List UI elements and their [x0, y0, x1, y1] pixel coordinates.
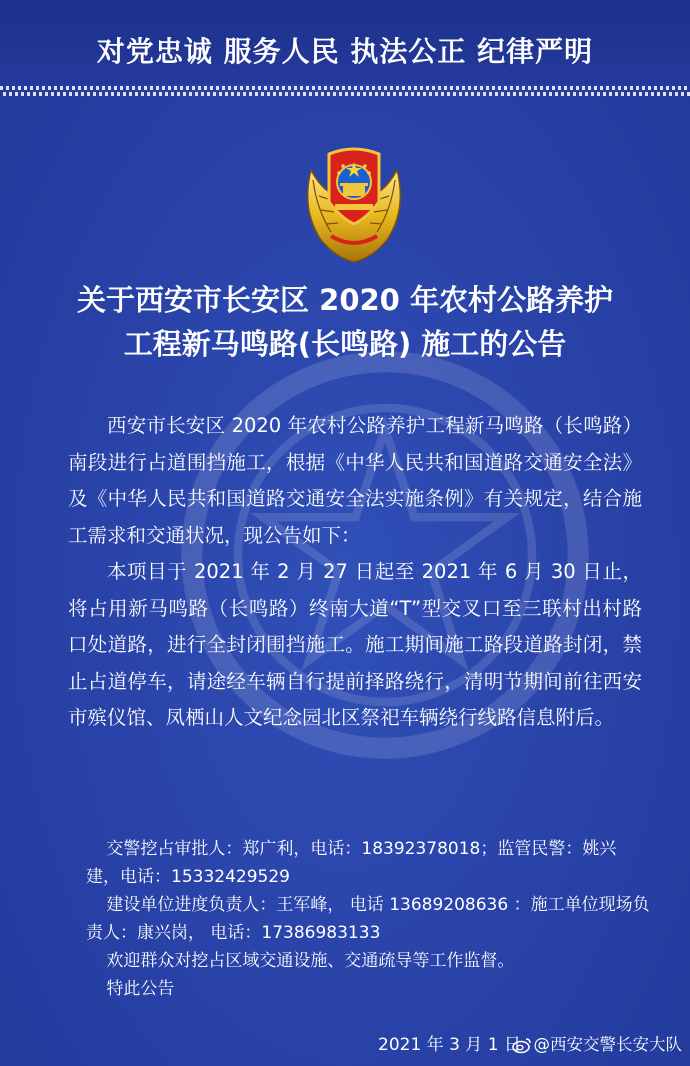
banner-dotted-border: [0, 84, 690, 98]
notice-date: 2021 年 3 月 1 日: [378, 1035, 521, 1055]
notice-paragraph-details: 本项目于 2021 年 2 月 27 日起至 2021 年 6 月 30 日止，将占用新马鸣路（长鸣路）终南大道“T”型交叉口至三联村出村路口处道路，进行全封闭围挡施工。施工期间施工路段道路封闭，禁止占道停车，请途经车辆自行提前择路绕行，清明节期间前往西安市殡仪馆、凤栖山人文纪念园北区祭祀车辆绕行线路信息附后。: [68, 560, 642, 729]
slogan-banner: [0, 0, 690, 84]
notice-title-line1: 关于西安市长安区 2020 年农村公路养护: [77, 283, 613, 317]
notice-body: [68, 408, 642, 737]
public-supervision-note: 欢迎群众对挖占区域交通设施、交通疏导等工作监督。: [106, 951, 515, 971]
notice-paragraph-intro: 西安市长安区 2020 年农村公路养护工程新马鸣路（长鸣路）南段进行占道围挡施工，根据《中华人民共和国道路交通安全法》及《中华人民共和国道路交通安全法实施条例》有关规定，结合施工需求和交通状况，现公告如下：: [68, 414, 642, 547]
closing-statement: 特此公告: [106, 979, 175, 999]
police-emblem-icon: [291, 140, 417, 266]
contact-traffic-police: 交警挖占审批人：郑广利，电话：18392378018；监管民警：姚兴建，电话：15332429529: [86, 839, 617, 887]
weibo-watermark: [512, 1032, 683, 1058]
contact-construction-unit: 建设单位进度负责人：王军峰， 电话 13689208636 ：施工单位现场负责人：康兴岗， 电话：17386983133: [86, 895, 650, 943]
notice-title: [40, 278, 650, 366]
notice-contacts: [86, 835, 650, 1003]
weibo-icon: [512, 1036, 532, 1054]
slogan-text: 对党忠诚 服务人民 执法公正 纪律严明: [96, 35, 594, 68]
notice-title-line2: 工程新马鸣路(长鸣路) 施工的公告: [123, 327, 567, 361]
weibo-handle: @西安交警长安大队: [533, 1035, 682, 1054]
